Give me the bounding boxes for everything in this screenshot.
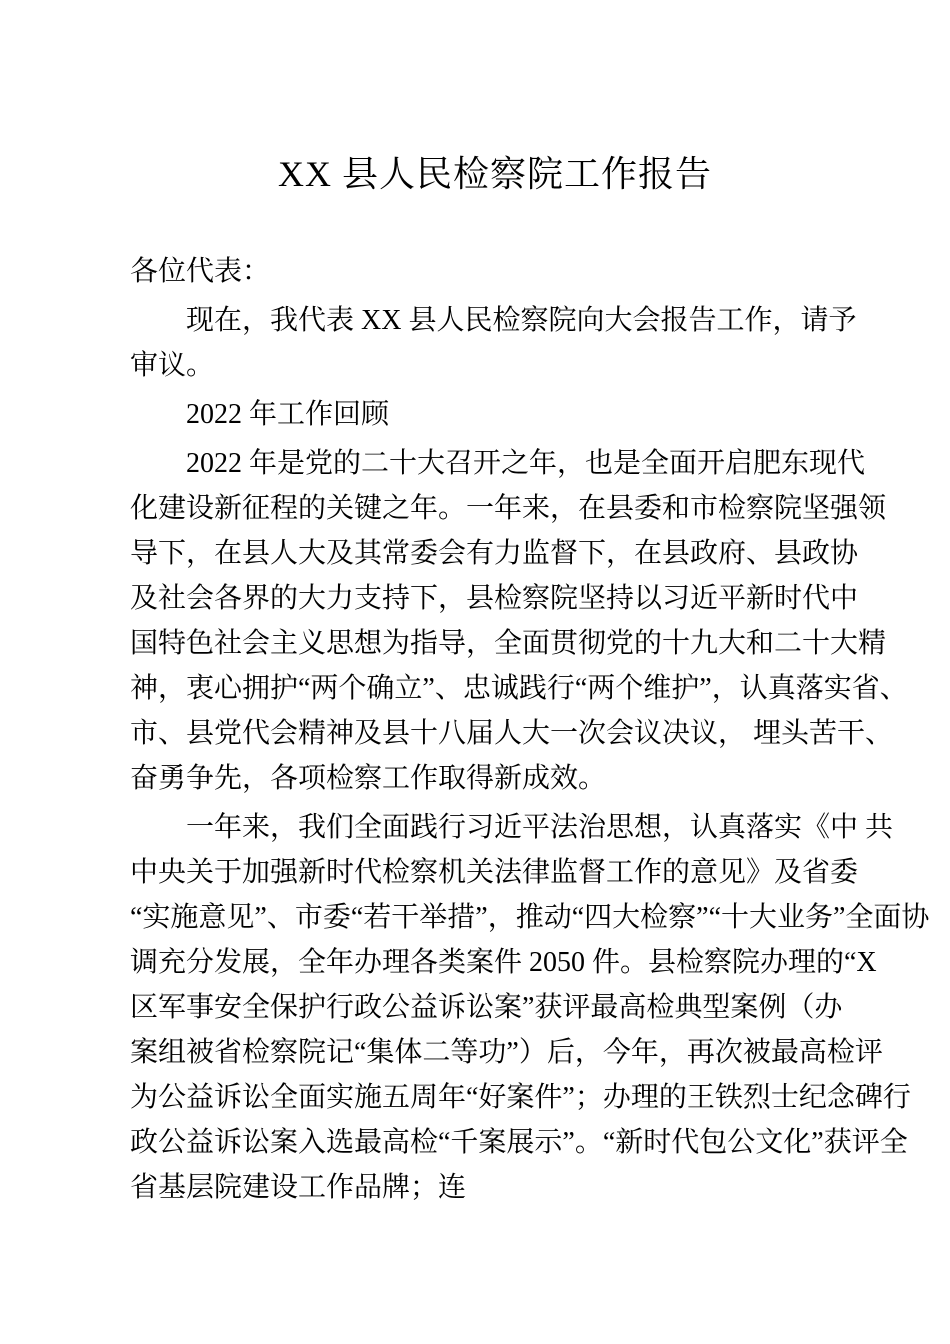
- text-line: 2022 年是党的二十大召开之年，也是全面开启肥东现代: [186, 448, 866, 479]
- text-line: “实施意见”、市委“若干举措”，推动“四大检察”“十大业务”全面协: [130, 902, 930, 933]
- text-line: 及社会各界的大力支持下，县检察院坚持以习近平新时代中: [130, 583, 859, 614]
- text-line: 中央关于加强新时代检察机关法律监督工作的意见》及省委: [130, 857, 859, 888]
- text-line: 审议。: [130, 350, 215, 381]
- paragraph-section-heading: [130, 392, 860, 437]
- text-line: 市、县党代会精神及县十八届人大一次会议决议， 埋头苦干、: [130, 718, 894, 749]
- document-body: [130, 249, 930, 1210]
- text-line: 政公益诉讼案入选最高检“千案展示”。“新时代包公文化”获评全: [130, 1127, 908, 1158]
- paragraph-salutation: [130, 249, 860, 294]
- text-line: 案组被省检察院记“集体二等功”）后，今年，再次被最高检评: [130, 1037, 883, 1068]
- text-line: 化建设新征程的关键之年。一年来，在县委和市检察院坚强领: [130, 493, 887, 524]
- text-line: 国特色社会主义思想为指导，全面贯彻党的十九大和二十大精: [130, 628, 887, 659]
- text-line: 省基层院建设工作品牌；连: [130, 1172, 467, 1203]
- text-line: 各位代表：: [130, 256, 271, 287]
- text-line: 为公益诉讼全面实施五周年“好案件”；办理的王铁烈士纪念碑行: [130, 1082, 911, 1113]
- text-line: 一年来，我们全面践行习近平法治思想，认真落实《中 共: [186, 812, 894, 843]
- text-line: 神，衷心拥护“两个确立”、忠诚践行“两个维护”，认真落实省、: [130, 673, 908, 704]
- text-line: 导下，在县人大及其常委会有力监督下，在县政府、县政协: [130, 538, 859, 569]
- text-line: 2022 年工作回顾: [186, 399, 390, 430]
- text-line: 区军事安全保护行政公益诉讼案”获评最高检典型案例（办: [130, 992, 843, 1023]
- text-line: 奋勇争先，各项检察工作取得新成效。: [130, 763, 607, 794]
- paragraph-paragraph-achievements: [130, 805, 930, 1210]
- paragraph-paragraph-year-review: [130, 441, 908, 801]
- text-line: 现在，我代表 XX 县人民检察院向大会报告工作，请予: [186, 305, 857, 336]
- paragraph-intro: [130, 298, 860, 388]
- text-line: 调充分发展，全年办理各类案件 2050 件。县检察院办理的“X: [130, 947, 877, 978]
- document-title: XX 县人民检察院工作报告: [278, 154, 712, 194]
